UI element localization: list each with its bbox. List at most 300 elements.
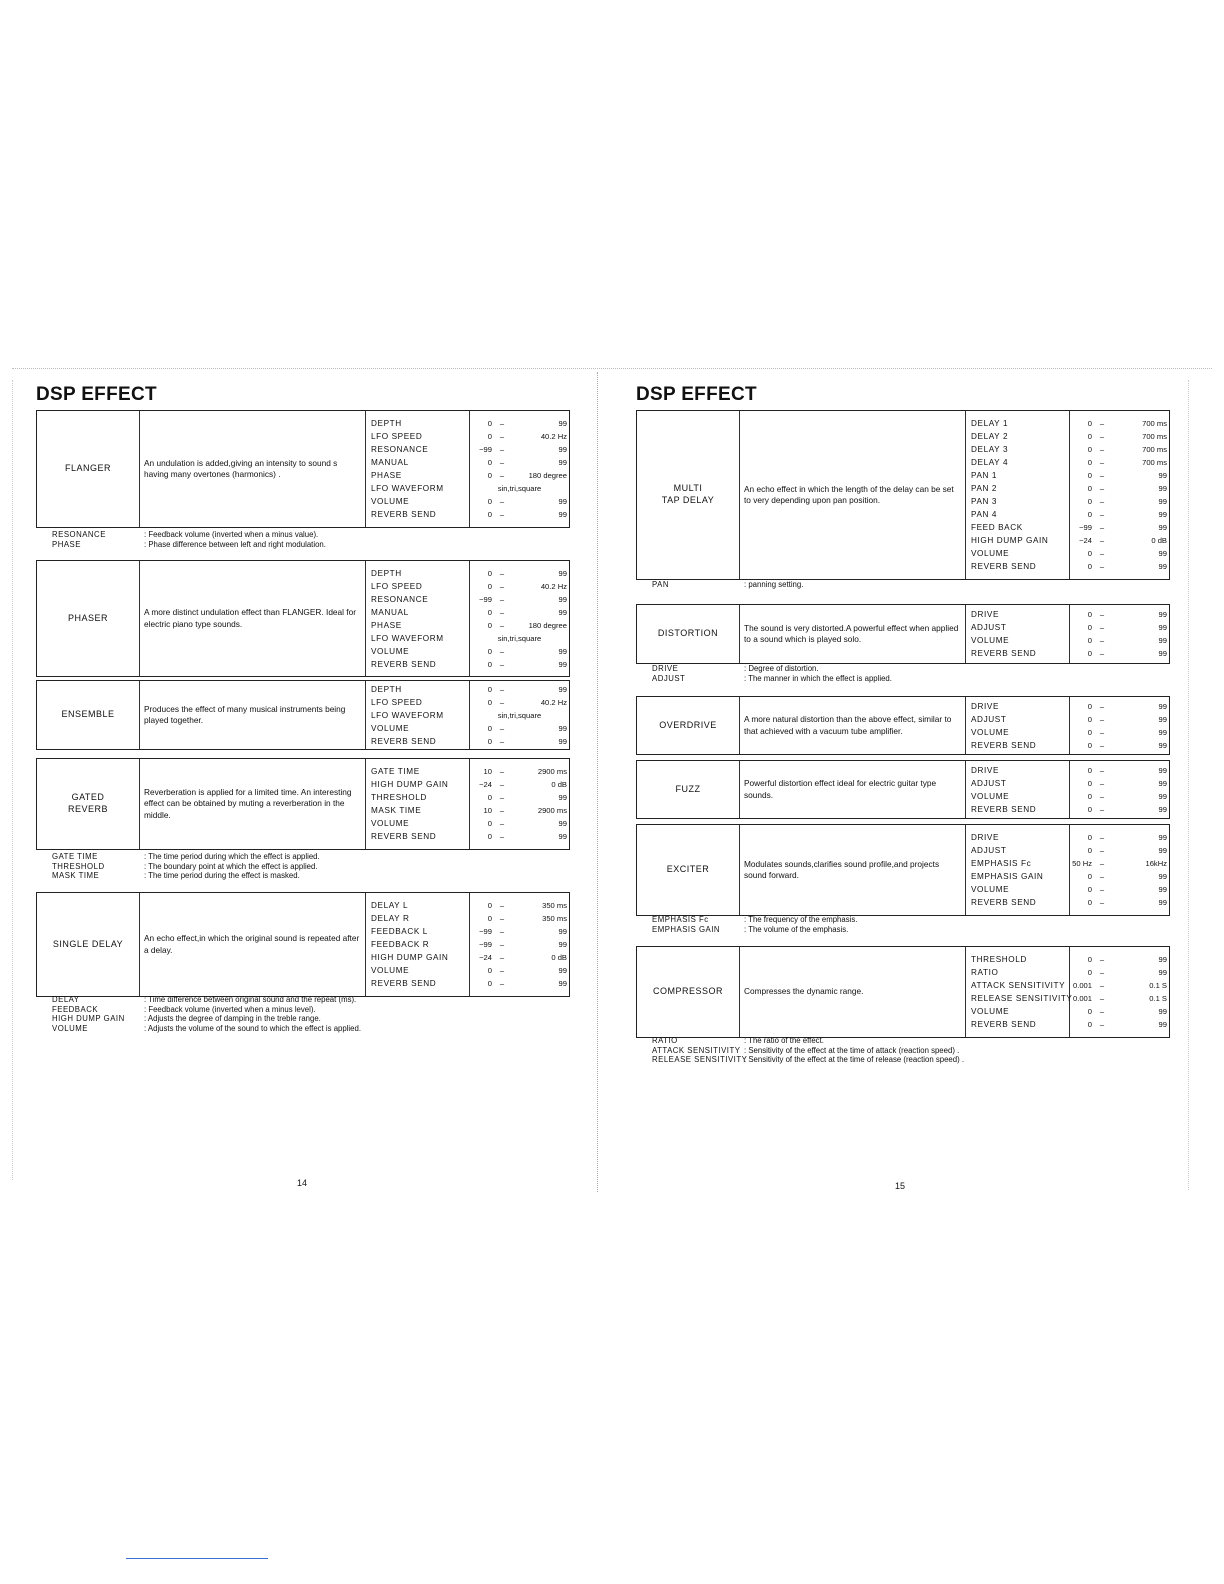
range-max: 99 bbox=[558, 736, 567, 746]
param-name: DELAY R bbox=[371, 914, 410, 923]
range-dash: – bbox=[1099, 701, 1105, 711]
note-definition: : The boundary point at which the effect is applied. bbox=[144, 861, 318, 871]
note-row bbox=[652, 1036, 964, 1046]
range-min: 0 bbox=[1087, 1007, 1092, 1016]
range-dash: – bbox=[1099, 649, 1105, 658]
param-name: REVERB SEND bbox=[971, 898, 1037, 907]
param-range bbox=[470, 912, 569, 925]
range-dash: – bbox=[1099, 994, 1105, 1003]
param-range bbox=[470, 443, 569, 456]
param-name: THRESHOLD bbox=[371, 793, 427, 802]
param-range bbox=[1070, 764, 1169, 777]
range-dash: – bbox=[499, 832, 505, 841]
range-list bbox=[1070, 947, 1169, 1037]
range-min: −99 bbox=[1079, 523, 1092, 532]
range-max: 99 bbox=[558, 659, 567, 669]
range-min: 10 bbox=[483, 806, 492, 815]
note-term: MASK TIME bbox=[52, 871, 100, 880]
param-name: RESONANCE bbox=[371, 445, 429, 454]
range-options: sin,tri,square bbox=[497, 710, 542, 720]
range-min: 0 bbox=[487, 736, 492, 746]
range-max: 99 bbox=[558, 723, 567, 733]
range-min: 0 bbox=[1087, 804, 1092, 814]
range-max: 99 bbox=[558, 607, 567, 617]
range-min: 0 bbox=[1087, 484, 1092, 493]
param-range bbox=[1070, 621, 1169, 634]
param-range bbox=[1070, 608, 1169, 621]
param-name: ATTACK SENSITIVITY bbox=[971, 981, 1066, 990]
range-dash: – bbox=[1099, 898, 1105, 907]
note-definition: : Sensitivity of the effect at the time of release (reaction speed) . bbox=[744, 1055, 965, 1064]
param-range bbox=[1070, 469, 1169, 482]
note-term: PHASE bbox=[52, 539, 81, 549]
range-min: 0 bbox=[1087, 885, 1092, 894]
range-max: 99 bbox=[1158, 714, 1167, 724]
range-min: 0 bbox=[487, 432, 492, 441]
range-max: 99 bbox=[1158, 701, 1167, 711]
param-range bbox=[1070, 739, 1169, 752]
effect-description: Produces the effect of many musical instruments being played together. bbox=[140, 681, 366, 749]
single-delay-effect-box bbox=[36, 892, 570, 997]
range-min: 0 bbox=[1087, 955, 1092, 964]
note-row bbox=[652, 664, 892, 674]
param-range bbox=[470, 817, 569, 830]
param-range bbox=[470, 456, 569, 469]
param-name: DELAY 3 bbox=[971, 445, 1009, 454]
param-name: REVERB SEND bbox=[371, 979, 437, 988]
range-min: 0 bbox=[1087, 872, 1092, 881]
param-name: THRESHOLD bbox=[971, 955, 1027, 964]
param-range bbox=[1070, 534, 1169, 547]
range-dash: – bbox=[1099, 623, 1105, 632]
param-name: DEPTH bbox=[371, 419, 402, 428]
note-row bbox=[52, 852, 320, 862]
param-range bbox=[1070, 1018, 1169, 1031]
param-name: REVERB SEND bbox=[371, 510, 437, 519]
param-range bbox=[1070, 803, 1169, 816]
range-min: 0 bbox=[487, 607, 492, 617]
param-name: FEEDBACK L bbox=[371, 927, 428, 936]
param-range bbox=[1070, 896, 1169, 909]
ensemble-effect-box bbox=[36, 680, 570, 750]
range-max: 99 bbox=[1158, 562, 1167, 571]
effect-name: FUZZ bbox=[637, 761, 740, 818]
phaser-effect-box bbox=[36, 560, 570, 677]
param-range bbox=[1070, 521, 1169, 534]
range-dash: – bbox=[1099, 740, 1105, 750]
param-list bbox=[366, 411, 470, 527]
range-min: −99 bbox=[479, 940, 492, 949]
range-max: 99 bbox=[558, 793, 567, 802]
param-range bbox=[1070, 777, 1169, 790]
multi-tap-delay-effect-box bbox=[636, 410, 1170, 580]
note-definition: : Feedback volume (inverted when a minus level). bbox=[144, 1004, 316, 1014]
param-range bbox=[1070, 857, 1169, 870]
range-dash: – bbox=[1099, 968, 1105, 977]
param-name: REVERB SEND bbox=[971, 740, 1037, 750]
param-name: ADJUST bbox=[971, 623, 1007, 632]
range-max: 99 bbox=[1158, 833, 1167, 842]
range-max: 99 bbox=[558, 646, 567, 656]
param-name: EMPHASIS GAIN bbox=[971, 872, 1044, 881]
range-dash: – bbox=[499, 914, 505, 923]
param-range bbox=[1070, 560, 1169, 573]
page-number: 15 bbox=[895, 1181, 906, 1191]
range-max: 99 bbox=[1158, 636, 1167, 645]
param-range bbox=[1070, 966, 1169, 979]
effect-notes bbox=[652, 1036, 964, 1065]
range-dash: – bbox=[499, 458, 505, 467]
range-min: 0 bbox=[487, 568, 492, 578]
range-min: 0 bbox=[1087, 636, 1092, 645]
param-name: MASK TIME bbox=[371, 806, 422, 815]
range-max: 0 dB bbox=[551, 953, 567, 962]
range-max: 700 ms bbox=[1142, 458, 1167, 467]
range-dash: – bbox=[1099, 432, 1105, 441]
range-max: 99 bbox=[558, 966, 567, 975]
param-range bbox=[470, 791, 569, 804]
param-range bbox=[1070, 992, 1169, 1005]
param-range bbox=[1070, 883, 1169, 896]
note-row bbox=[52, 862, 320, 872]
param-range bbox=[1070, 870, 1169, 883]
param-name: VOLUME bbox=[371, 819, 410, 828]
param-range bbox=[1070, 700, 1169, 713]
param-name: LFO WAVEFORM bbox=[371, 710, 444, 720]
range-min: 0 bbox=[1087, 968, 1092, 977]
range-dash: – bbox=[1099, 610, 1105, 619]
range-dash: – bbox=[1099, 458, 1105, 467]
range-dash: – bbox=[499, 780, 505, 789]
range-dash: – bbox=[499, 659, 505, 669]
range-max: 99 bbox=[1158, 898, 1167, 907]
range-dash: – bbox=[499, 471, 505, 480]
param-name: ADJUST bbox=[971, 714, 1007, 724]
range-dash: – bbox=[1099, 791, 1105, 801]
effect-description: A more distinct undulation effect than FLANGER. Ideal for electric piano type sounds. bbox=[140, 561, 366, 676]
param-name: FEEDBACK R bbox=[371, 940, 430, 949]
range-dash: – bbox=[1099, 804, 1105, 814]
note-definition: : Time difference between original sound and the repeat (ms). bbox=[144, 995, 357, 1004]
range-max: 180 degree bbox=[528, 620, 567, 630]
param-range bbox=[1070, 647, 1169, 660]
range-max: 0 dB bbox=[1151, 536, 1167, 545]
effect-notes bbox=[52, 852, 320, 881]
param-name: VOLUME bbox=[371, 497, 410, 506]
range-min: 0 bbox=[487, 793, 492, 802]
param-name: VOLUME bbox=[971, 791, 1010, 801]
param-name: VOLUME bbox=[971, 885, 1010, 894]
range-max: 700 ms bbox=[1142, 445, 1167, 454]
range-dash: – bbox=[1099, 562, 1105, 571]
note-definition: : The time period during the effect is masked. bbox=[144, 871, 300, 880]
note-row bbox=[52, 871, 320, 881]
note-row bbox=[652, 925, 857, 935]
range-max: 99 bbox=[1158, 510, 1167, 519]
range-dash: – bbox=[1099, 471, 1105, 480]
range-min: −24 bbox=[1079, 536, 1092, 545]
flanger-effect-box bbox=[36, 410, 570, 528]
param-range bbox=[1070, 495, 1169, 508]
note-term: DRIVE bbox=[652, 664, 679, 673]
range-max: 99 bbox=[558, 568, 567, 578]
range-max: 99 bbox=[558, 927, 567, 936]
effect-name: OVERDRIVE bbox=[637, 697, 740, 754]
range-min: 0 bbox=[1087, 549, 1092, 558]
note-definition: : Degree of distortion. bbox=[744, 664, 819, 673]
param-name: VOLUME bbox=[971, 1007, 1010, 1016]
note-term: HIGH DUMP GAIN bbox=[52, 1014, 125, 1023]
param-list bbox=[366, 561, 470, 676]
range-max: 99 bbox=[558, 979, 567, 988]
note-term: PAN bbox=[652, 580, 669, 589]
note-row bbox=[52, 1005, 361, 1015]
range-max: 99 bbox=[1158, 610, 1167, 619]
param-name: VOLUME bbox=[371, 966, 410, 975]
param-name: HIGH DUMP GAIN bbox=[971, 536, 1049, 545]
range-dash: – bbox=[499, 901, 505, 910]
range-min: −24 bbox=[479, 953, 492, 962]
range-dash: – bbox=[499, 723, 505, 733]
range-max: 99 bbox=[1158, 872, 1167, 881]
param-name: PHASE bbox=[371, 620, 402, 630]
note-term: DELAY bbox=[52, 995, 80, 1004]
param-range bbox=[470, 696, 569, 709]
range-min: 0 bbox=[1087, 1020, 1092, 1029]
range-dash: – bbox=[499, 419, 505, 428]
param-name: REVERB SEND bbox=[371, 659, 437, 669]
range-min: 0 bbox=[1087, 471, 1092, 480]
range-max: 99 bbox=[1158, 765, 1167, 775]
param-name: ADJUST bbox=[971, 846, 1007, 855]
range-dash: – bbox=[1099, 445, 1105, 454]
param-range bbox=[470, 977, 569, 990]
range-list bbox=[470, 411, 569, 527]
param-range bbox=[1070, 508, 1169, 521]
range-list bbox=[1070, 761, 1169, 818]
range-max: 99 bbox=[1158, 1007, 1167, 1016]
param-name: REVERB SEND bbox=[371, 736, 437, 746]
note-definition: : Adjusts the degree of damping in the treble range. bbox=[144, 1014, 321, 1023]
range-options: sin,tri,square bbox=[497, 633, 542, 643]
range-dash: – bbox=[1099, 523, 1105, 532]
note-definition: : Sensitivity of the effect at the time of attack (reaction speed) . bbox=[744, 1045, 960, 1055]
range-dash: – bbox=[1099, 833, 1105, 842]
range-max: 99 bbox=[1158, 740, 1167, 750]
param-name: PAN 2 bbox=[971, 484, 998, 493]
param-range bbox=[1070, 547, 1169, 560]
note-term: VOLUME bbox=[52, 1023, 88, 1033]
range-max: 2900 ms bbox=[537, 806, 567, 815]
note-definition: : The frequency of the emphasis. bbox=[744, 915, 858, 924]
range-min: 0 bbox=[487, 684, 492, 694]
range-min: 0 bbox=[1087, 714, 1092, 724]
param-list bbox=[366, 893, 470, 996]
range-min: 0 bbox=[1087, 562, 1092, 571]
param-name: FEED BACK bbox=[971, 523, 1023, 532]
note-term: RATIO bbox=[652, 1036, 678, 1045]
range-max: 350 ms bbox=[542, 901, 567, 910]
range-dash: – bbox=[499, 646, 505, 656]
effect-name: EXCITER bbox=[637, 825, 740, 915]
param-range bbox=[1070, 726, 1169, 739]
param-name: DELAY 2 bbox=[971, 432, 1009, 441]
param-range bbox=[470, 899, 569, 912]
range-min: 0 bbox=[1087, 833, 1092, 842]
param-range bbox=[470, 964, 569, 977]
param-range bbox=[1070, 482, 1169, 495]
range-min: 0 bbox=[487, 497, 492, 506]
param-range bbox=[1070, 831, 1169, 844]
range-dash: – bbox=[1099, 419, 1105, 428]
range-max: 0.1 S bbox=[1149, 994, 1167, 1003]
range-max: 40.2 Hz bbox=[540, 432, 567, 441]
range-dash: – bbox=[499, 940, 505, 949]
range-dash: – bbox=[499, 819, 505, 828]
range-max: 99 bbox=[1158, 846, 1167, 855]
param-name: REVERB SEND bbox=[371, 832, 437, 841]
range-max: 99 bbox=[558, 940, 567, 949]
effect-name: PHASER bbox=[37, 561, 140, 676]
range-dash: – bbox=[1099, 765, 1105, 775]
range-max: 700 ms bbox=[1142, 432, 1167, 441]
param-name: LFO SPEED bbox=[371, 581, 423, 591]
range-min: 0 bbox=[487, 979, 492, 988]
range-max: 99 bbox=[558, 819, 567, 828]
effect-name: ENSEMBLE bbox=[37, 681, 140, 749]
range-dash: – bbox=[1099, 1020, 1105, 1029]
range-dash: – bbox=[1099, 497, 1105, 506]
range-max: 99 bbox=[1158, 484, 1167, 493]
range-dash: – bbox=[1099, 549, 1105, 558]
note-term: FEEDBACK bbox=[52, 1004, 99, 1014]
range-max: 99 bbox=[1158, 968, 1167, 977]
range-dash: – bbox=[499, 620, 505, 630]
param-name: REVERB SEND bbox=[971, 804, 1037, 814]
range-max: 99 bbox=[1158, 727, 1167, 737]
param-range bbox=[470, 735, 569, 748]
param-range bbox=[470, 482, 569, 495]
note-row bbox=[52, 1014, 361, 1024]
range-min: 0 bbox=[487, 510, 492, 519]
range-min: 0 bbox=[487, 832, 492, 841]
compressor-effect-box bbox=[636, 946, 1170, 1038]
param-range bbox=[470, 508, 569, 521]
note-definition: : Phase difference between left and right modulation. bbox=[144, 539, 326, 549]
param-list bbox=[966, 411, 1070, 579]
param-name: LFO SPEED bbox=[371, 432, 423, 441]
param-name: DRIVE bbox=[971, 765, 1000, 775]
range-min: 0 bbox=[1087, 623, 1092, 632]
range-min: 0 bbox=[1087, 445, 1092, 454]
param-range bbox=[470, 645, 569, 658]
range-min: 0 bbox=[1087, 458, 1092, 467]
param-name: REVERB SEND bbox=[971, 562, 1037, 571]
range-min: 0 bbox=[1087, 610, 1092, 619]
range-list bbox=[470, 759, 569, 849]
note-term: THRESHOLD bbox=[52, 861, 105, 871]
range-dash: – bbox=[1099, 885, 1105, 894]
param-name: VOLUME bbox=[371, 646, 410, 656]
note-row bbox=[52, 530, 326, 540]
note-term: ATTACK SENSITIVITY bbox=[652, 1045, 741, 1055]
note-row bbox=[652, 1055, 964, 1065]
exciter-effect-box bbox=[636, 824, 1170, 916]
note-row bbox=[52, 995, 361, 1005]
param-name: REVERB SEND bbox=[971, 649, 1037, 658]
top-rule bbox=[12, 368, 1212, 369]
range-min: 0 bbox=[487, 723, 492, 733]
note-term: ADJUST bbox=[652, 673, 686, 683]
range-dash: – bbox=[499, 793, 505, 802]
effect-notes bbox=[52, 995, 361, 1033]
range-min: 0 bbox=[1087, 898, 1092, 907]
right-edge-rule bbox=[1188, 380, 1189, 1190]
range-dash: – bbox=[1099, 714, 1105, 724]
range-min: 0 bbox=[487, 914, 492, 923]
param-name: PHASE bbox=[371, 471, 402, 480]
note-row bbox=[652, 915, 857, 925]
range-max: 99 bbox=[1158, 649, 1167, 658]
range-min: 0 bbox=[1087, 510, 1092, 519]
param-range bbox=[470, 938, 569, 951]
page-fold bbox=[597, 372, 598, 1192]
param-range bbox=[1070, 979, 1169, 992]
param-range bbox=[470, 580, 569, 593]
range-list bbox=[1070, 697, 1169, 754]
range-min: 0 bbox=[487, 458, 492, 467]
range-max: 99 bbox=[558, 497, 567, 506]
param-range bbox=[470, 925, 569, 938]
range-dash: – bbox=[1099, 955, 1105, 964]
effect-notes bbox=[652, 915, 857, 934]
range-max: 99 bbox=[558, 445, 567, 454]
effect-notes bbox=[652, 664, 892, 683]
param-range bbox=[1070, 844, 1169, 857]
param-name: LFO WAVEFORM bbox=[371, 484, 444, 493]
param-range bbox=[470, 430, 569, 443]
param-name: EMPHASIS Fc bbox=[971, 859, 1032, 868]
param-range bbox=[1070, 790, 1169, 803]
param-name: RATIO bbox=[971, 968, 999, 977]
range-dash: – bbox=[1099, 1007, 1105, 1016]
note-term: RELEASE SENSITIVITY bbox=[652, 1055, 748, 1064]
range-dash: – bbox=[1099, 981, 1105, 990]
effect-description: An echo effect,in which the original sound is repeated after a delay. bbox=[140, 893, 366, 996]
range-max: 99 bbox=[558, 594, 567, 604]
bottom-link-rule bbox=[126, 1558, 268, 1559]
range-max: 99 bbox=[1158, 885, 1167, 894]
param-name: PAN 4 bbox=[971, 510, 998, 519]
range-max: 99 bbox=[558, 419, 567, 428]
param-name: LFO SPEED bbox=[371, 697, 423, 707]
range-dash: – bbox=[499, 497, 505, 506]
param-name: VOLUME bbox=[971, 636, 1010, 645]
range-dash: – bbox=[1099, 872, 1105, 881]
effect-description: An undulation is added,giving an intensity to sound s having many overtones (harmonics) . bbox=[140, 411, 366, 527]
effect-description: A more natural distortion than the above effect, similar to that achieved with a vacuum tube amplifier. bbox=[740, 697, 966, 754]
range-dash: – bbox=[499, 581, 505, 591]
range-min: 0 bbox=[1087, 649, 1092, 658]
note-row bbox=[652, 580, 803, 590]
note-term: GATE TIME bbox=[52, 852, 98, 861]
param-name: DRIVE bbox=[971, 610, 1000, 619]
range-dash: – bbox=[1099, 536, 1105, 545]
param-range bbox=[470, 567, 569, 580]
note-term: RESONANCE bbox=[52, 530, 106, 539]
effect-notes bbox=[52, 530, 326, 549]
param-range bbox=[1070, 456, 1169, 469]
